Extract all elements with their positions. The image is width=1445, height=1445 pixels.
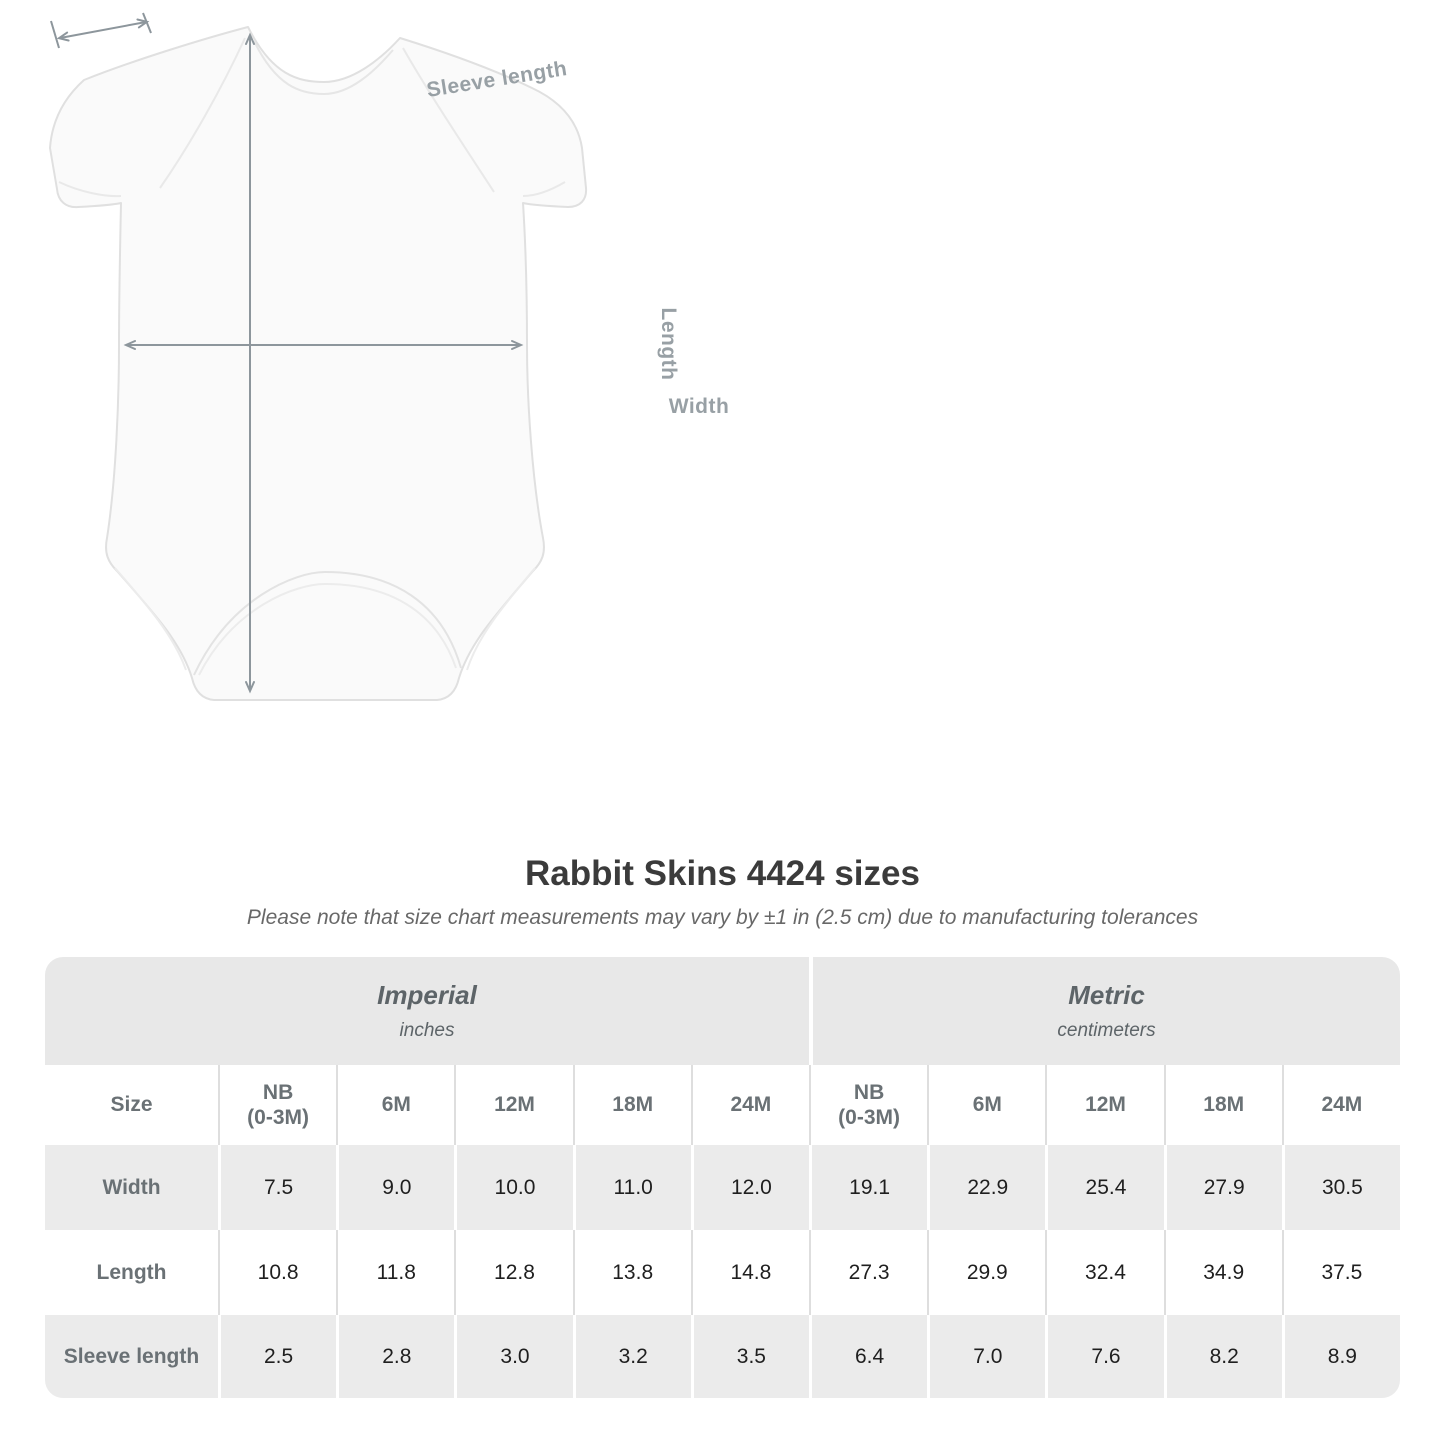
value-cell: 6.4 [809, 1315, 927, 1398]
value-cell: 30.5 [1282, 1145, 1400, 1230]
value-cell: 8.9 [1282, 1315, 1400, 1398]
sleeve-length-row [45, 1315, 1400, 1398]
col-header-imperial-12m: 12M [454, 1065, 572, 1145]
metric-unit: centimeters [1057, 1020, 1156, 1041]
value-cell: 10.8 [218, 1230, 336, 1315]
value-cell: 25.4 [1045, 1145, 1163, 1230]
value-cell: 11.8 [336, 1230, 454, 1315]
value-cell: 34.9 [1164, 1230, 1282, 1315]
value-cell: 3.5 [691, 1315, 809, 1398]
col-header-metric-24m: 24M [1282, 1065, 1400, 1145]
value-cell: 3.0 [454, 1315, 572, 1398]
value-cell: 3.2 [573, 1315, 691, 1398]
value-cell: 27.3 [809, 1230, 927, 1315]
col-header-imperial-6m: 6M [336, 1065, 454, 1145]
value-cell: 2.8 [336, 1315, 454, 1398]
page-title: Rabbit Skins 4424 sizes [525, 854, 920, 893]
imperial-label: Imperial [377, 980, 477, 1010]
value-cell: 7.5 [218, 1145, 336, 1230]
size-header-row [45, 1065, 1400, 1145]
imperial-unit: inches [399, 1020, 455, 1041]
title-block [0, 854, 1445, 930]
col-header-metric-12m: 12M [1045, 1065, 1163, 1145]
value-cell: 11.0 [573, 1145, 691, 1230]
value-cell: 27.9 [1164, 1145, 1282, 1230]
col-header-metric-nb: NB (0-3M) [809, 1065, 927, 1145]
length-label: Length [657, 307, 680, 381]
row-label-cell: Length [96, 1260, 167, 1284]
width-row [45, 1145, 1400, 1230]
value-cell: 7.0 [927, 1315, 1045, 1398]
unit-band [45, 957, 1400, 1065]
value-cell: 13.8 [573, 1230, 691, 1315]
value-cell: 37.5 [1282, 1230, 1400, 1315]
value-cell: 22.9 [927, 1145, 1045, 1230]
metric-band [809, 957, 1400, 1065]
row-label-cell: Width [45, 1145, 218, 1230]
bodysuit-illustration [0, 0, 620, 730]
value-cell: 7.6 [1045, 1315, 1163, 1398]
value-cell: 2.5 [218, 1315, 336, 1398]
width-label: Width [668, 395, 730, 418]
value-cell: 12.8 [454, 1230, 572, 1315]
metric-label: Metric [1068, 980, 1145, 1010]
sleeve-tick-left [51, 21, 59, 48]
size-table [45, 957, 1400, 1398]
value-cell: 12.0 [691, 1145, 809, 1230]
value-cell: 14.8 [691, 1230, 809, 1315]
value-cell: 9.0 [336, 1145, 454, 1230]
corner-header-cell: Size [110, 1093, 153, 1117]
value-cell: 8.2 [1164, 1315, 1282, 1398]
length-row [45, 1230, 1400, 1315]
col-header-metric-18m: 18M [1164, 1065, 1282, 1145]
value-cell: 19.1 [809, 1145, 927, 1230]
col-header-metric-6m: 6M [927, 1065, 1045, 1145]
col-header-imperial-18m: 18M [573, 1065, 691, 1145]
value-cell: 32.4 [1045, 1230, 1163, 1315]
bodysuit-outline [50, 27, 586, 700]
value-cell: 29.9 [927, 1230, 1045, 1315]
col-header-imperial-nb: NB (0-3M) [218, 1065, 336, 1145]
sleeve-length-arrow [60, 22, 146, 38]
sleeve-length-label: Sleeve length [425, 57, 569, 102]
imperial-band [45, 957, 809, 1065]
tolerance-note: Please note that size chart measurements may vary by ±1 in (2.5 cm) due to manufacturing tolerances [246, 906, 1199, 929]
row-label-cell: Sleeve length [45, 1315, 218, 1398]
value-cell: 10.0 [454, 1145, 572, 1230]
col-header-imperial-24m: 24M [691, 1065, 809, 1145]
